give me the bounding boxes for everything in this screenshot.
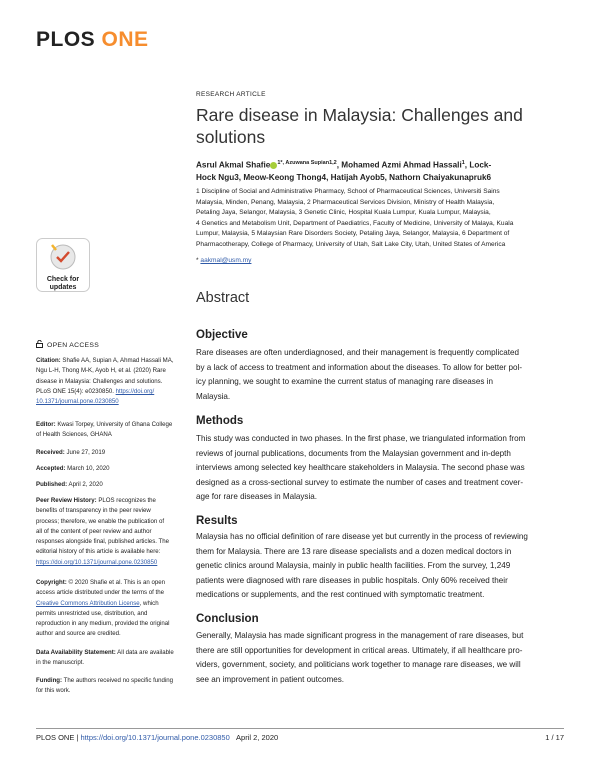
footer-divider <box>36 728 564 729</box>
accepted-date: Accepted: March 10, 2020 <box>36 465 110 472</box>
open-access-badge: OPEN ACCESS <box>36 340 99 349</box>
footer-journal: PLOS ONE <box>36 733 75 742</box>
section-heading-conclusion: Conclusion <box>196 613 259 625</box>
citation-doi-link-cont[interactable]: 10.1371/journal.pone.0230850 <box>36 398 119 406</box>
section-heading-objective: Objective <box>196 329 248 341</box>
received-date: Received: June 27, 2019 <box>36 449 106 456</box>
citation-block: Citation: Shafie AA, Supian A, Ahmad Hassali MA, Ngu L-H, Thong M-K, Ayob H, et al. (2020) Rare disease in Malaysia: Challenges and solutions. PLoS ONE 15(4): e0230850. https://doi.org/ 10.1371/journal.pone.0230850 <box>36 357 174 406</box>
article-type: RESEARCH ARTICLE <box>196 91 266 98</box>
author-line-2: Hock Ngu3, Meow-Keong Thong4, Hatijah Ayob5, Nathorn Chaiyakunapruk6 <box>196 172 492 182</box>
journal-logo <box>36 28 149 52</box>
page-number: 1 / 17 <box>545 733 564 742</box>
author-first[interactable]: Asrul Akmal Shafie <box>196 160 271 170</box>
data-availability-block: Data Availability Statement: All data are available in the manuscript. <box>36 649 174 667</box>
section-heading-results: Results <box>196 515 238 527</box>
open-lock-icon <box>36 340 43 348</box>
published-date: Published: April 2, 2020 <box>36 481 103 488</box>
logo-one: ONE <box>101 28 149 51</box>
abstract-heading: Abstract <box>196 290 250 306</box>
author-list: Asrul Akmal Shafie $^{1*, Azuwana Supian1,2}$, Mohamed Azmi Ahmad Hassali$^1$, Lock- Hock Ngu3, Meow-Keong Thong4, Hatijah Ayob5, Nathorn Chaiyakunapruk6 <box>196 157 556 184</box>
section-text-methods: This study was conducted in two phases. In the first phase, we triangulated information from reviews of journal publications, documents from the Malaysian government and in-depth interviews among selected key healthcare stakeholders in Malaysia. The second phase was designed as a cross-sectional survey to estimate the number of cases and treatment cover- age for rare diseases in Malaysia. <box>196 434 526 501</box>
citation-doi-link[interactable]: https://doi.org/ <box>115 387 155 395</box>
email-link[interactable]: aakmal@usm.my <box>200 257 252 264</box>
section-text-conclusion: Generally, Malaysia has made significant progress in the management of rare diseases, but there are still opportunities for development in critical areas. Ultimately, if all healthcare pro- viders, government, society, and politicians work together to manage rare diseases, we will see an improvement in patient outcomes. <box>196 631 524 684</box>
affiliations: 1 Discipline of Social and Administrative Pharmacy, School of Pharmaceutical Sciences, Universiti Sains Malaysia, Minden, Penang, Malaysia, 2 Pharmaceutical Services Division, Ministry of Health Malaysia, Petaling Jaya, Selangor, Malaysia, 3 Genetic Clinic, Hospital Kuala Lumpur, Kuala Lumpur, Malaysia, 4 Genetics and Metabolism Unit, Department of Paediatrics, Faculty of Medicine, University of Malaya, Kuala Lumpur, Malaysia, 5 Malaysian Rare Disorders Society, Petaling Jaya, Selangor, Malaysia, 6 Department of Pharmacotherapy, College of Pharmacy, University of Utah, Salt Lake City, Utah, United States of America <box>196 188 514 248</box>
article-title: Rare disease in Malaysia: Challenges and solutions <box>196 105 523 147</box>
editor-block: Editor: Kwasi Torpey, University of Ghana College of Health Sciences, GHANA <box>36 421 173 439</box>
logo-plos: PLOS <box>36 28 96 51</box>
footer-date: April 2, 2020 <box>236 733 279 742</box>
section-text-objective: Rare diseases are often underdiagnosed, and their management is frequently complicated by a lack of access to treatment and information about the diseases. To allow for better pol- icy planning, we sought to examine the current status of managing rare diseases in Malaysia. <box>196 348 523 401</box>
section-text-results: Malaysia has no official definition of rare disease yet but currently in the process of reviewing them for Malaysia. There are 13 rare disease specialists and a dozen medical doctors in genetic clinics around Malaysia, mainly in public health facilities. From the survey, 1,249 patients were diagnosed with rare diseases in public hospitals. Only 60% received their medications or supplements, and the rest continued with symptomatic treatment. <box>196 532 528 599</box>
footer-doi-link[interactable]: https://doi.org/10.1371/journal.pone.0230850 <box>80 733 230 742</box>
copyright-block: Copyright: © 2020 Shafie et al. This is an open access article distributed under the terms of the Creative Commons Attribution License, which permits unrestricted use, distribution, and reproduction in any medium, provided the original author and source are credited. <box>36 579 170 638</box>
corresponding-email: * aakmal@usm.my <box>196 257 252 264</box>
peer-review-link[interactable]: https://doi.org/10.1371/journal.pone.0230850 <box>36 558 158 566</box>
check-for-updates-label: Check for updates <box>46 276 80 291</box>
funding-block: Funding: The authors received no specific funding for this work. <box>36 677 174 695</box>
cc-license-link[interactable]: Creative Commons Attribution License <box>36 599 140 607</box>
page-footer: PLOS ONE | https://doi.org/10.1371/journal.pone.0230850 April 2, 2020 1 / 17 <box>36 733 564 742</box>
section-heading-methods: Methods <box>196 415 244 427</box>
peer-review-block: Peer Review History: PLOS recognizes the benefits of transparency in the peer review process; therefore, we enable the publication of all of the content of peer review and author responses alongside final, published articles. The editorial history of this article is available here: https://doi.org/10.1371/journal.pone.0230850 <box>36 497 170 566</box>
